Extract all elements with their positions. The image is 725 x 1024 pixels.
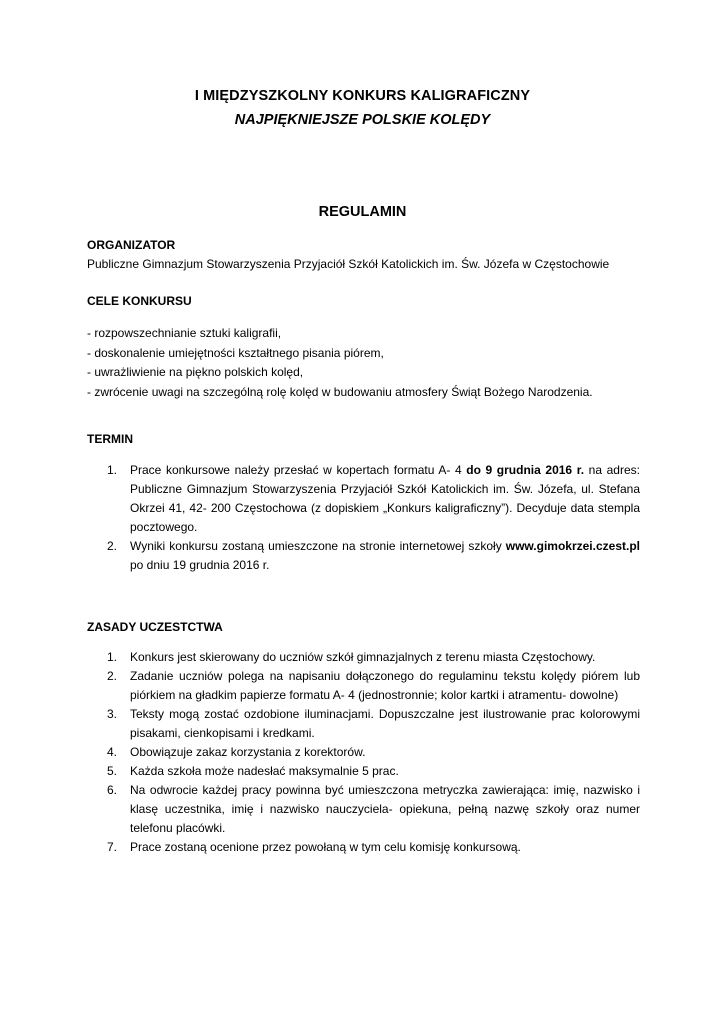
- rules-heading: ZASADY UCZESTCTWA: [87, 620, 223, 634]
- rule-item: [87, 743, 640, 762]
- deadline-address: na adres: Publiczne Gimnazjum Stowarzyszenia Przyjaciół Szkół Katolickich im. Św. Józefa, ul. Stefana Okrzei 41, 42- 200 Częstochowa (z dopiskiem „Konkurs kaligraficzny”). Decyduje data stempla pocztowego.: [130, 463, 640, 534]
- school-website-link[interactable]: www.gimokrzei.czest.pl: [505, 539, 640, 553]
- results-date: po dniu 19 grudnia 2016 r.: [130, 558, 270, 572]
- contest-title: I MIĘDZYSZKOLNY KONKURS KALIGRAFICZNY: [194, 88, 531, 104]
- deadline-heading: TERMIN: [87, 432, 133, 446]
- regulations-title: REGULAMIN: [318, 204, 407, 220]
- list-number: 1.: [107, 650, 118, 664]
- deadline-date: do 9 grudnia 2016 r.: [466, 463, 585, 477]
- list-number: 6.: [107, 783, 118, 797]
- deadline-text: Prace konkursowe należy przesłać w kopertach formatu A- 4: [130, 463, 467, 477]
- rule-text: Każda szkoła może nadesłać maksymalnie 5 prac.: [130, 764, 399, 778]
- rule-text: Prace zostaną ocenione przez powołaną w tym celu komisję konkursową.: [130, 840, 521, 854]
- rule-item: [87, 667, 640, 705]
- list-number: 5.: [107, 764, 118, 778]
- rule-item: [87, 781, 640, 838]
- deadline-item: [87, 461, 640, 537]
- rule-text: Konkurs jest skierowany do uczniów szkół gimnazjalnych z terenu miasta Częstochowy.: [130, 650, 596, 664]
- rules-list: [87, 648, 640, 857]
- rule-text: Na odwrocie każdej pracy powinna być umieszczona metryczka zawierająca: imię, nazwisko i klasę uczestnika, imię i nazwisko nauczyciela- opiekuna, pełną nazwę szkoły oraz numer telefonu placówki.: [130, 783, 640, 835]
- goals-heading: CELE KONKURSU: [87, 294, 192, 308]
- list-number: 7.: [107, 840, 118, 854]
- results-text: Wyniki konkursu zostaną umieszczone na stronie internetowej szkoły: [130, 539, 506, 553]
- goal-item: - doskonalenie umiejętności kształtnego pisania piórem,: [87, 345, 384, 360]
- rule-text: Teksty mogą zostać ozdobione iluminacjami. Dopuszczalne jest ilustrowanie prac kolorowymi pisakami, cienkopisami i kredkami.: [130, 707, 640, 740]
- list-number: 1.: [107, 463, 118, 477]
- deadline-item: [87, 537, 640, 575]
- goal-item: - zwrócenie uwagi na szczególną rolę kolęd w budowaniu atmosfery Świąt Bożego Narodzenia.: [87, 384, 593, 399]
- organizer-heading: ORGANIZATOR: [87, 238, 176, 252]
- organizer-text: Publiczne Gimnazjum Stowarzyszenia Przyjaciół Szkół Katolickich im. Św. Józefa w Częstochowie: [87, 257, 610, 271]
- goal-item: - rozpowszechnianie sztuki kaligrafii,: [87, 326, 282, 340]
- rule-text: Zadanie uczniów polega na napisaniu dołączonego do regulaminu tekstu kolędy piórem lub piórkiem na gładkim papierze formatu A- 4 (jednostronnie; kolor kartki i atramentu- dowolne): [130, 669, 640, 702]
- rule-text: Obowiązuje zakaz korzystania z korektorów.: [130, 745, 366, 759]
- contest-subtitle: NAJPIĘKNIEJSZE POLSKIE KOLĘDY: [234, 112, 491, 128]
- goal-item: - uwrażliwienie na piękno polskich kolęd,: [87, 365, 304, 379]
- list-number: 3.: [107, 707, 118, 721]
- goals-list: [87, 324, 647, 402]
- list-number: 4.: [107, 745, 118, 759]
- rule-item: [87, 648, 640, 667]
- rule-item: [87, 762, 640, 781]
- list-number: 2.: [107, 539, 118, 553]
- rule-item: [87, 705, 640, 743]
- list-number: 2.: [107, 669, 118, 683]
- rule-item: [87, 838, 640, 857]
- deadline-list: [87, 461, 640, 575]
